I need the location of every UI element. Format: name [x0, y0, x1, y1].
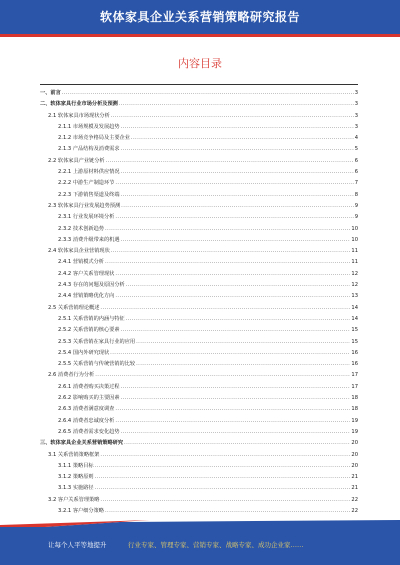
toc-entry-page: 5: [354, 146, 358, 153]
toc-leader-dots: [110, 348, 350, 359]
toc-leader-dots: [121, 144, 354, 155]
toc-entry-page: 16: [351, 361, 358, 368]
toc-entry-page: 22: [351, 507, 358, 514]
toc-entry-title: 2.2 软体家具产业链分析: [48, 157, 105, 164]
toc-entry-page: 13: [351, 293, 358, 300]
toc-entry[interactable]: [40, 167, 358, 178]
footer-left-text: 让每个人平等地提升: [48, 541, 107, 549]
toc-entry-title: 一、前言: [40, 90, 61, 96]
toc-entry-title: 3.1.2 策略原则: [58, 474, 94, 481]
toc-leader-dots: [62, 88, 354, 99]
toc-entry-title: 2.3.2 技术创新趋势: [58, 225, 104, 232]
toc-entry-title: 2.6.3 消费者满意度调查: [58, 406, 115, 413]
toc-entry[interactable]: [40, 337, 358, 348]
toc-leader-dots: [100, 450, 350, 461]
toc-entry[interactable]: [40, 416, 358, 427]
toc-entry-page: 7: [354, 180, 358, 187]
toc-entry[interactable]: [40, 348, 358, 359]
toc-entry[interactable]: [40, 427, 358, 438]
toc-entry[interactable]: [40, 246, 358, 257]
toc-leader-dots: [115, 416, 350, 427]
toc-entry-title: 2.4.4 营销策略优化方向: [58, 293, 115, 300]
toc-entry[interactable]: [40, 325, 358, 336]
toc-entry-page: 6: [354, 157, 358, 164]
toc-entry-title: 2.1.3 产品结构及消费需求: [58, 146, 120, 153]
toc-leader-dots: [121, 122, 354, 133]
toc-leader-dots: [105, 506, 350, 517]
toc-leader-dots: [126, 314, 351, 325]
toc-entry[interactable]: [40, 224, 358, 235]
toc-entry-page: 16: [351, 349, 358, 356]
toc-entry-page: 3: [354, 101, 358, 108]
toc-entry-page: 20: [351, 462, 358, 469]
toc-entry-title: 2.3 软体家具行业发展趋势预测: [48, 202, 121, 209]
toc-entry[interactable]: [40, 438, 358, 449]
toc-leader-dots: [131, 133, 354, 144]
toc-entry[interactable]: [40, 495, 358, 506]
toc-entry-page: 18: [351, 406, 358, 413]
toc-entry-page: 12: [351, 270, 358, 277]
toc-leader-dots: [124, 438, 350, 449]
toc-leader-dots: [95, 370, 350, 381]
toc-entry-page: 14: [351, 315, 358, 322]
toc-entry-title: 2.4.2 客户关系管理现状: [58, 270, 115, 277]
toc-entry[interactable]: [40, 314, 358, 325]
toc-entry-title: 2.5.5 关系营销与传统营销的比较: [58, 361, 136, 368]
toc-entry-page: 19: [351, 417, 358, 424]
toc-entry[interactable]: [40, 156, 358, 167]
table-of-contents: [40, 88, 358, 517]
toc-entry-title: 2.4 软体家具企业营销现状: [48, 248, 110, 255]
toc-leader-dots: [121, 427, 351, 438]
toc-entry-page: 3: [354, 123, 358, 130]
toc-entry[interactable]: [40, 280, 358, 291]
toc-entry[interactable]: [40, 450, 358, 461]
toc-entry-page: 21: [351, 485, 358, 492]
toc-entry[interactable]: [40, 178, 358, 189]
toc-entry-title: 3.1.1 策略目标: [58, 462, 94, 469]
footer-slogan: 行业专家、管理专家、营销专家、战略专家、成功企业家……: [128, 541, 304, 549]
toc-entry-page: 9: [354, 214, 358, 221]
toc-entry[interactable]: [40, 212, 358, 223]
toc-leader-dots: [121, 393, 351, 404]
toc-entry-page: 14: [351, 304, 358, 311]
toc-leader-dots: [121, 167, 354, 178]
toc-leader-dots: [136, 359, 350, 370]
toc-entry-title: 2.6.1 消费者购买决策过程: [58, 383, 120, 390]
toc-entry[interactable]: [40, 404, 358, 415]
toc-entry-title: 3.2.1 客户细分策略: [58, 507, 104, 514]
toc-entry-title: 2.3.3 消费升级带来的机遇: [58, 236, 120, 243]
toc-entry[interactable]: [40, 461, 358, 472]
toc-entry-title: 2.5.4 国内外研究现状: [58, 349, 110, 356]
toc-leader-dots: [121, 382, 351, 393]
toc-entry-page: 18: [351, 395, 358, 402]
toc-entry-page: 20: [351, 440, 358, 447]
toc-entry-title: 2.2.1 上游原材料供应情况: [58, 169, 120, 176]
toc-entry[interactable]: [40, 122, 358, 133]
toc-entry-title: 2.2.2 中游生产制造环节: [58, 180, 115, 187]
toc-entry-title: 3.2 客户关系管理策略: [48, 496, 100, 503]
toc-entry[interactable]: [40, 269, 358, 280]
toc-entry-title: 2.1.2 市场竞争格局及主要企业: [58, 135, 130, 142]
toc-entry-title: 3.1 关系营销策略框架: [48, 451, 100, 458]
toc-entry[interactable]: [40, 303, 358, 314]
toc-entry-page: 15: [351, 327, 358, 334]
toc-entry[interactable]: [40, 190, 358, 201]
toc-leader-dots: [95, 472, 351, 483]
toc-entry-page: 10: [351, 225, 358, 232]
toc-leader-dots: [121, 235, 351, 246]
toc-entry-title: 2.3.1 行业发展环境分析: [58, 214, 115, 221]
toc-leader-dots: [126, 280, 351, 291]
toc-entry-page: 9: [354, 202, 358, 209]
toc-entry-title: 3.1.3 实施路径: [58, 485, 94, 492]
report-title: 软体家具企业关系营销策略研究报告: [99, 10, 300, 24]
toc-entry[interactable]: [40, 370, 358, 381]
toc-entry-title: 2.2.3 下游销售渠道及终端: [58, 191, 120, 198]
toc-entry-page: 12: [351, 282, 358, 289]
header-accent-line: [0, 34, 400, 37]
toc-leader-dots: [105, 224, 350, 235]
toc-entry-page: 11: [351, 259, 358, 266]
toc-entry-page: 4: [354, 135, 358, 142]
toc-entry[interactable]: [40, 88, 358, 99]
toc-leader-dots: [111, 246, 351, 257]
toc-leader-dots: [95, 461, 351, 472]
toc-entry[interactable]: [40, 99, 358, 110]
toc-entry-title: 2.5.1 关系营销的内涵与特征: [58, 315, 125, 322]
toc-entry-title: 2.5.2 关系营销的核心要素: [58, 327, 120, 334]
toc-entry-page: 3: [354, 112, 358, 119]
toc-entry[interactable]: [40, 506, 358, 517]
toc-entry-page: 11: [351, 248, 358, 255]
toc-entry[interactable]: [40, 111, 358, 122]
toc-entry-page: 10: [351, 236, 358, 243]
toc-entry[interactable]: [40, 144, 358, 155]
toc-leader-dots: [119, 99, 354, 110]
toc-entry[interactable]: [40, 133, 358, 144]
toc-leader-dots: [115, 178, 353, 189]
toc-entry-title: 2.4.3 存在的问题及原因分析: [58, 282, 125, 289]
toc-entry-page: 21: [351, 474, 358, 481]
toc-entry[interactable]: [40, 483, 358, 494]
toc-leader-dots: [121, 190, 354, 201]
toc-entry[interactable]: [40, 235, 358, 246]
toc-leader-dots: [95, 483, 351, 494]
toc-leader-dots: [115, 291, 350, 302]
toc-leader-dots: [121, 201, 354, 212]
toc-entry-title: 2.6 消费者行为分析: [48, 372, 95, 379]
toc-heading: 内容目录: [178, 57, 222, 70]
toc-leader-dots: [115, 404, 350, 415]
toc-entry-page: 20: [351, 451, 358, 458]
toc-leader-dots: [121, 325, 351, 336]
toc-entry-title: 2.1.1 市场规模及发展趋势: [58, 123, 120, 130]
toc-entry-title: 2.4.1 营销模式分析: [58, 259, 104, 266]
toc-leader-dots: [106, 156, 354, 167]
toc-divider: [40, 84, 358, 85]
toc-leader-dots: [105, 257, 350, 268]
toc-leader-dots: [136, 337, 350, 348]
toc-entry[interactable]: [40, 201, 358, 212]
toc-entry-page: 17: [351, 383, 358, 390]
toc-entry-title: 2.6.2 影响购买的主要因素: [58, 395, 120, 402]
toc-entry-page: 17: [351, 372, 358, 379]
toc-entry-page: 6: [354, 169, 358, 176]
toc-leader-dots: [100, 495, 350, 506]
toc-entry-title: 2.6.5 消费者需求变化趋势: [58, 428, 120, 435]
toc-leader-dots: [100, 303, 350, 314]
toc-entry-title: 2.6.4 消费者忠诚度分析: [58, 417, 115, 424]
toc-entry-title: 2.1 软体家具市场现状分析: [48, 112, 110, 119]
toc-entry-title: 2.5 关系营销理论概述: [48, 304, 100, 311]
toc-leader-dots: [115, 269, 350, 280]
toc-entry-title: 二、软体家具行业市场分析及预测: [40, 101, 118, 108]
toc-entry-page: 15: [351, 338, 358, 345]
toc-entry[interactable]: [40, 257, 358, 268]
toc-entry-page: 3: [354, 90, 358, 96]
toc-entry[interactable]: [40, 359, 358, 370]
toc-leader-dots: [115, 212, 353, 223]
toc-leader-dots: [111, 111, 354, 122]
toc-entry-page: 22: [351, 496, 358, 503]
toc-entry[interactable]: [40, 382, 358, 393]
toc-entry-page: 8: [354, 191, 358, 198]
toc-entry[interactable]: [40, 291, 358, 302]
toc-entry[interactable]: [40, 393, 358, 404]
toc-entry[interactable]: [40, 472, 358, 483]
toc-entry-page: 19: [351, 428, 358, 435]
toc-entry-title: 2.5.3 关系营销在家具行业的应用: [58, 338, 136, 345]
toc-entry-title: 三、软体家具企业关系营销策略研究: [40, 440, 124, 447]
